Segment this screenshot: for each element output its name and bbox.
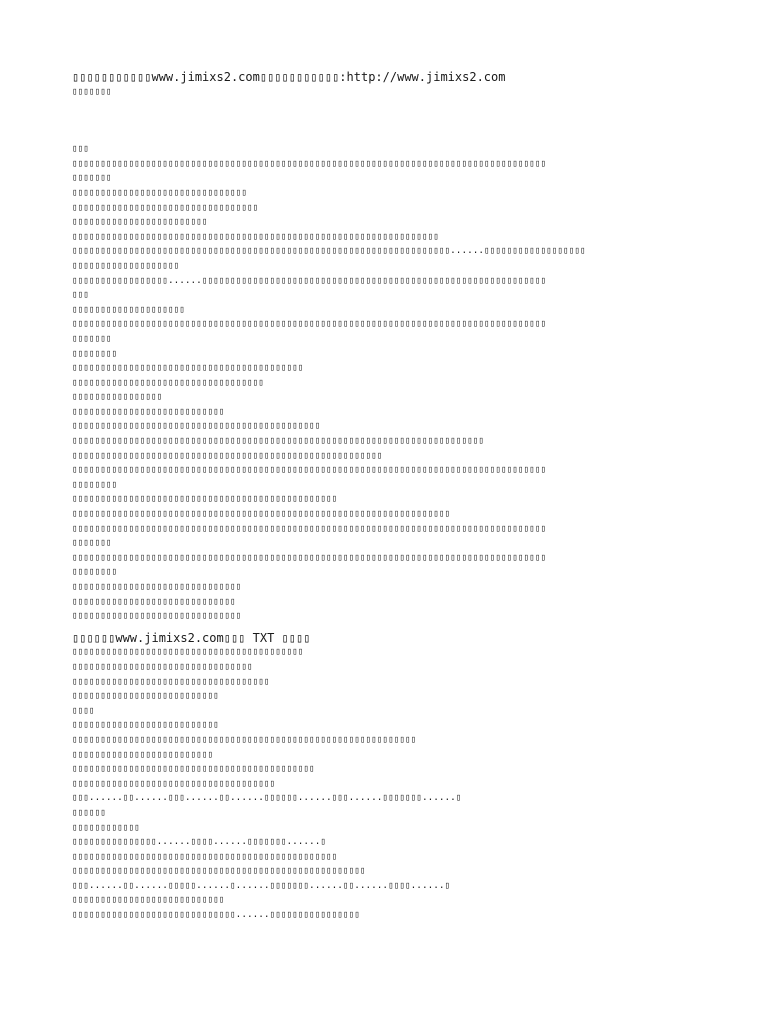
text-line: ▯▯▯▯▯▯▯▯▯▯▯▯▯▯▯▯▯▯▯▯▯▯▯▯▯▯▯▯▯▯▯▯▯▯▯▯▯▯▯▯▯▯▯▯▯▯▯▯▯▯▯▯▯▯▯▯▯▯▯▯▯▯▯▯▯▯▯▯▯▯▯▯▯ <box>72 435 485 447</box>
text-line: ▯▯▯▯▯▯▯▯▯▯▯▯▯▯▯▯▯▯▯▯▯▯▯▯▯▯▯▯▯▯▯▯▯▯▯▯▯▯▯▯▯▯▯▯▯▯▯▯▯▯▯▯▯▯▯▯▯▯▯▯▯▯▯▯▯▯▯▯▯▯▯▯▯▯▯▯▯▯▯▯▯▯▯▯ <box>72 464 547 476</box>
text-line: ▯▯▯▯▯▯▯ <box>72 537 112 549</box>
text-line: ▯▯▯▯▯▯▯▯▯▯▯▯▯▯▯▯▯▯▯▯▯▯▯▯▯▯▯ <box>72 405 225 417</box>
header-line-2: ▯▯▯▯▯▯▯ <box>72 85 112 97</box>
text-line: ▯▯▯▯▯▯▯▯▯▯▯▯▯▯▯▯▯▯▯▯▯▯▯▯▯▯▯▯▯▯▯▯▯▯▯▯▯▯▯▯▯▯▯▯▯▯▯▯▯▯▯▯ <box>72 865 366 877</box>
section-heading: ▯▯▯▯▯▯www.jimixs2.com▯▯▯ TXT ▯▯▯▯ <box>72 630 311 645</box>
text-line: ▯▯▯......▯▯......▯▯▯▯▯......▯......▯▯▯▯▯▯▯......▯▯......▯▯▯▯......▯ <box>72 879 451 891</box>
text-line: ▯▯▯▯▯▯▯▯▯▯▯▯▯▯▯▯▯▯▯▯ <box>72 303 185 315</box>
text-line: ▯▯▯▯▯▯▯▯▯▯▯▯▯▯▯▯▯▯▯▯▯▯▯▯ <box>72 216 208 228</box>
text-line: ▯▯▯▯▯▯▯▯▯▯▯▯▯▯▯▯▯▯▯▯▯▯▯▯▯▯▯▯▯▯▯▯▯▯▯▯▯▯▯▯▯▯▯▯▯▯▯▯▯▯▯▯▯▯▯▯▯▯▯▯▯▯▯▯▯▯▯ <box>72 508 451 520</box>
text-line: ▯▯▯▯▯▯▯ <box>72 332 112 344</box>
text-line: ▯▯▯▯▯▯▯▯▯▯▯▯▯▯▯▯▯▯▯▯▯▯▯▯▯ <box>72 748 214 760</box>
text-line: ▯▯▯ <box>72 289 89 301</box>
text-line: ▯▯▯▯▯▯▯ <box>72 172 112 184</box>
spacer <box>72 624 722 631</box>
text-line: ▯▯▯▯▯▯▯▯▯▯▯▯▯▯▯▯▯......▯▯▯▯▯▯▯▯▯▯▯▯▯▯▯▯▯▯▯▯▯▯▯▯▯▯▯▯▯▯▯▯▯▯▯▯▯▯▯▯▯▯▯▯▯▯▯▯▯▯▯▯▯▯▯▯▯▯▯▯▯ <box>72 274 547 286</box>
text-block-2 <box>72 645 722 922</box>
text-line: ▯▯▯▯▯▯▯▯▯▯▯▯▯▯▯▯▯▯▯▯▯▯▯▯▯▯▯▯▯▯ <box>72 581 242 592</box>
text-line: ▯▯▯▯▯▯▯▯▯▯▯▯▯▯▯▯▯▯▯▯▯▯▯▯▯▯▯▯▯▯▯▯▯▯▯▯▯▯▯▯▯▯▯▯▯▯▯▯▯▯▯▯▯▯▯▯▯▯▯▯▯▯▯▯▯ <box>72 230 439 242</box>
text-line: ▯▯▯▯▯▯▯▯ <box>72 566 118 578</box>
text-line: ▯▯▯ <box>72 143 89 155</box>
text-line: ▯▯▯▯▯▯▯▯▯▯▯▯▯▯▯▯ <box>72 391 163 403</box>
text-line: ▯▯▯▯▯▯▯▯▯▯▯▯▯▯▯▯▯▯▯▯▯▯▯▯▯▯▯▯▯▯▯▯▯▯▯▯▯▯▯▯▯▯▯▯▯▯▯▯▯▯▯▯▯▯▯▯▯▯▯▯▯▯▯▯▯▯▯......▯▯▯▯▯▯▯▯▯▯▯▯▯▯▯▯▯▯ <box>72 245 586 257</box>
text-line: ▯▯▯▯▯▯▯▯▯▯▯▯▯▯▯▯▯▯▯▯▯▯▯▯▯▯▯▯▯▯▯▯▯▯▯▯▯▯▯▯▯▯▯▯▯▯▯▯▯▯▯▯▯▯▯ <box>72 449 383 461</box>
text-line: ▯▯▯▯▯▯▯▯▯▯▯▯▯▯▯▯▯▯▯▯▯▯▯▯▯▯▯ <box>72 894 225 906</box>
text-line: ▯▯▯▯▯▯▯▯▯▯▯▯▯▯▯▯▯▯▯▯▯▯▯▯▯▯▯▯▯▯▯▯▯▯▯▯▯▯▯▯▯ <box>72 362 304 374</box>
text-line: ▯▯▯▯▯▯▯▯▯▯▯▯▯▯▯▯▯▯▯▯▯▯▯▯▯▯▯▯▯▯▯▯▯▯▯▯▯▯▯▯▯▯▯ <box>72 763 315 775</box>
text-line: ▯▯▯▯▯▯▯▯▯▯▯▯▯▯▯▯▯▯▯▯▯▯▯▯▯▯▯▯▯▯▯▯ <box>72 660 253 672</box>
text-line: ▯▯▯▯▯▯▯▯▯▯▯▯▯▯▯......▯▯▯▯......▯▯▯▯▯▯▯......▯ <box>72 836 326 848</box>
text-line: ▯▯▯▯▯▯▯▯▯▯▯▯▯▯▯▯▯▯▯▯▯▯▯▯▯▯▯▯▯▯▯▯▯▯▯▯▯▯▯▯▯▯▯▯▯▯▯ <box>72 850 338 862</box>
text-block-1 <box>72 142 722 624</box>
text-line: ▯▯▯▯▯▯▯▯▯▯▯▯▯▯▯▯▯▯▯▯▯▯▯▯▯▯▯▯▯▯▯▯▯▯▯▯▯▯▯▯▯▯▯▯ <box>72 420 321 432</box>
text-line: ▯▯▯......▯▯......▯▯▯......▯▯......▯▯▯▯▯▯......▯▯▯......▯▯▯▯▯▯▯......▯ <box>72 792 462 804</box>
text-line: ▯▯▯▯▯▯▯▯▯▯▯▯▯▯▯▯▯▯▯▯▯▯▯▯▯▯▯▯▯▯ <box>72 610 242 622</box>
text-line: ▯▯▯▯▯▯▯▯▯▯▯▯ <box>72 821 140 833</box>
text-line: ▯▯▯▯ <box>72 704 95 716</box>
document-body <box>72 70 722 923</box>
text-line: ▯▯▯▯▯▯▯▯▯▯▯▯▯▯▯▯▯▯▯▯▯▯▯▯▯▯▯▯▯▯▯▯▯▯ <box>72 376 264 388</box>
text-line: ▯▯▯▯▯▯▯▯▯▯▯▯▯▯▯▯▯▯▯ <box>72 259 180 271</box>
text-line: ▯▯▯▯▯▯▯▯▯▯▯▯▯▯▯▯▯▯▯▯▯▯▯▯▯▯▯▯▯▯▯▯▯▯▯▯▯▯▯▯▯▯▯▯▯▯▯▯▯▯▯▯▯▯▯▯▯▯▯▯▯▯▯▯▯▯▯▯▯▯▯▯▯▯▯▯▯▯▯▯▯▯▯▯ <box>72 551 547 563</box>
text-line: ▯▯▯▯▯▯▯▯▯▯▯▯▯▯▯▯▯▯▯▯▯▯▯▯▯▯ <box>72 690 219 702</box>
text-line: ▯▯▯▯▯▯▯▯▯▯▯▯▯▯▯▯▯▯▯▯▯▯▯▯▯▯▯▯▯ <box>72 595 236 607</box>
spacer <box>72 99 722 142</box>
header-line-1: ▯▯▯▯▯▯▯▯▯▯▯www.jimixs2.com▯▯▯▯▯▯▯▯▯▯▯:http://www.jimixs2.com <box>72 70 506 84</box>
text-line: ▯▯▯▯▯▯▯▯▯▯▯▯▯▯▯▯▯▯▯▯▯▯▯▯▯▯ <box>72 719 219 731</box>
text-line: ▯▯▯▯▯▯▯▯▯▯▯▯▯▯▯▯▯▯▯▯▯▯▯▯▯▯▯▯▯▯▯▯▯▯▯ <box>72 675 270 687</box>
text-line: ▯▯▯▯▯▯▯▯▯▯▯▯▯▯▯▯▯▯▯▯▯▯▯▯▯▯▯▯▯▯▯▯▯▯▯▯▯▯▯▯▯▯▯▯▯▯▯▯▯▯▯▯▯▯▯▯▯▯▯▯▯▯▯▯▯▯▯▯▯▯▯▯▯▯▯▯▯▯▯▯▯▯▯▯ <box>72 318 547 330</box>
text-line: ▯▯▯▯▯▯ <box>72 806 106 818</box>
text-line: ▯▯▯▯▯▯▯▯▯▯▯▯▯▯▯▯▯▯▯▯▯▯▯▯▯▯▯▯▯▯▯▯▯▯▯▯▯▯▯▯▯▯▯▯▯▯▯ <box>72 493 338 505</box>
text-line: ▯▯▯▯▯▯▯▯▯▯▯▯▯▯▯▯▯▯▯▯▯▯▯▯▯▯▯▯▯▯▯▯▯▯▯▯▯▯▯▯▯▯▯▯▯▯▯▯▯▯▯▯▯▯▯▯▯▯▯▯▯▯▯▯▯▯▯▯▯▯▯▯▯▯▯▯▯▯▯▯▯▯▯▯ <box>72 522 547 534</box>
text-line: ▯▯▯▯▯▯▯▯▯▯▯▯▯▯▯▯▯▯▯▯▯▯▯▯▯▯▯▯▯▯▯▯▯▯▯▯▯▯▯▯▯ <box>72 646 304 658</box>
text-line: ▯▯▯▯▯▯▯▯▯▯▯▯▯▯▯▯▯▯▯▯▯▯▯▯▯▯▯▯▯▯▯▯▯▯▯▯▯▯▯▯▯▯▯▯▯▯▯▯▯▯▯▯▯▯▯▯▯▯▯▯▯ <box>72 733 417 745</box>
text-line: ▯▯▯▯▯▯▯▯▯▯▯▯▯▯▯▯▯▯▯▯▯▯▯▯▯▯▯▯▯▯▯▯▯ <box>72 201 259 213</box>
text-line: ▯▯▯▯▯▯▯▯▯▯▯▯▯▯▯▯▯▯▯▯▯▯▯▯▯▯▯▯▯......▯▯▯▯▯▯▯▯▯▯▯▯▯▯▯▯ <box>72 909 360 921</box>
text-line: ▯▯▯▯▯▯▯▯▯▯▯▯▯▯▯▯▯▯▯▯▯▯▯▯▯▯▯▯▯▯▯▯▯▯▯▯▯▯▯▯▯▯▯▯▯▯▯▯▯▯▯▯▯▯▯▯▯▯▯▯▯▯▯▯▯▯▯▯▯▯▯▯▯▯▯▯▯▯▯▯▯▯▯▯ <box>72 157 547 169</box>
text-line: ▯▯▯▯▯▯▯▯▯▯▯▯▯▯▯▯▯▯▯▯▯▯▯▯▯▯▯▯▯▯▯▯▯▯▯▯ <box>72 777 276 789</box>
text-line: ▯▯▯▯▯▯▯▯▯▯▯▯▯▯▯▯▯▯▯▯▯▯▯▯▯▯▯▯▯▯▯ <box>72 186 247 198</box>
text-line: ▯▯▯▯▯▯▯▯ <box>72 347 118 359</box>
text-line: ▯▯▯▯▯▯▯▯ <box>72 478 118 490</box>
